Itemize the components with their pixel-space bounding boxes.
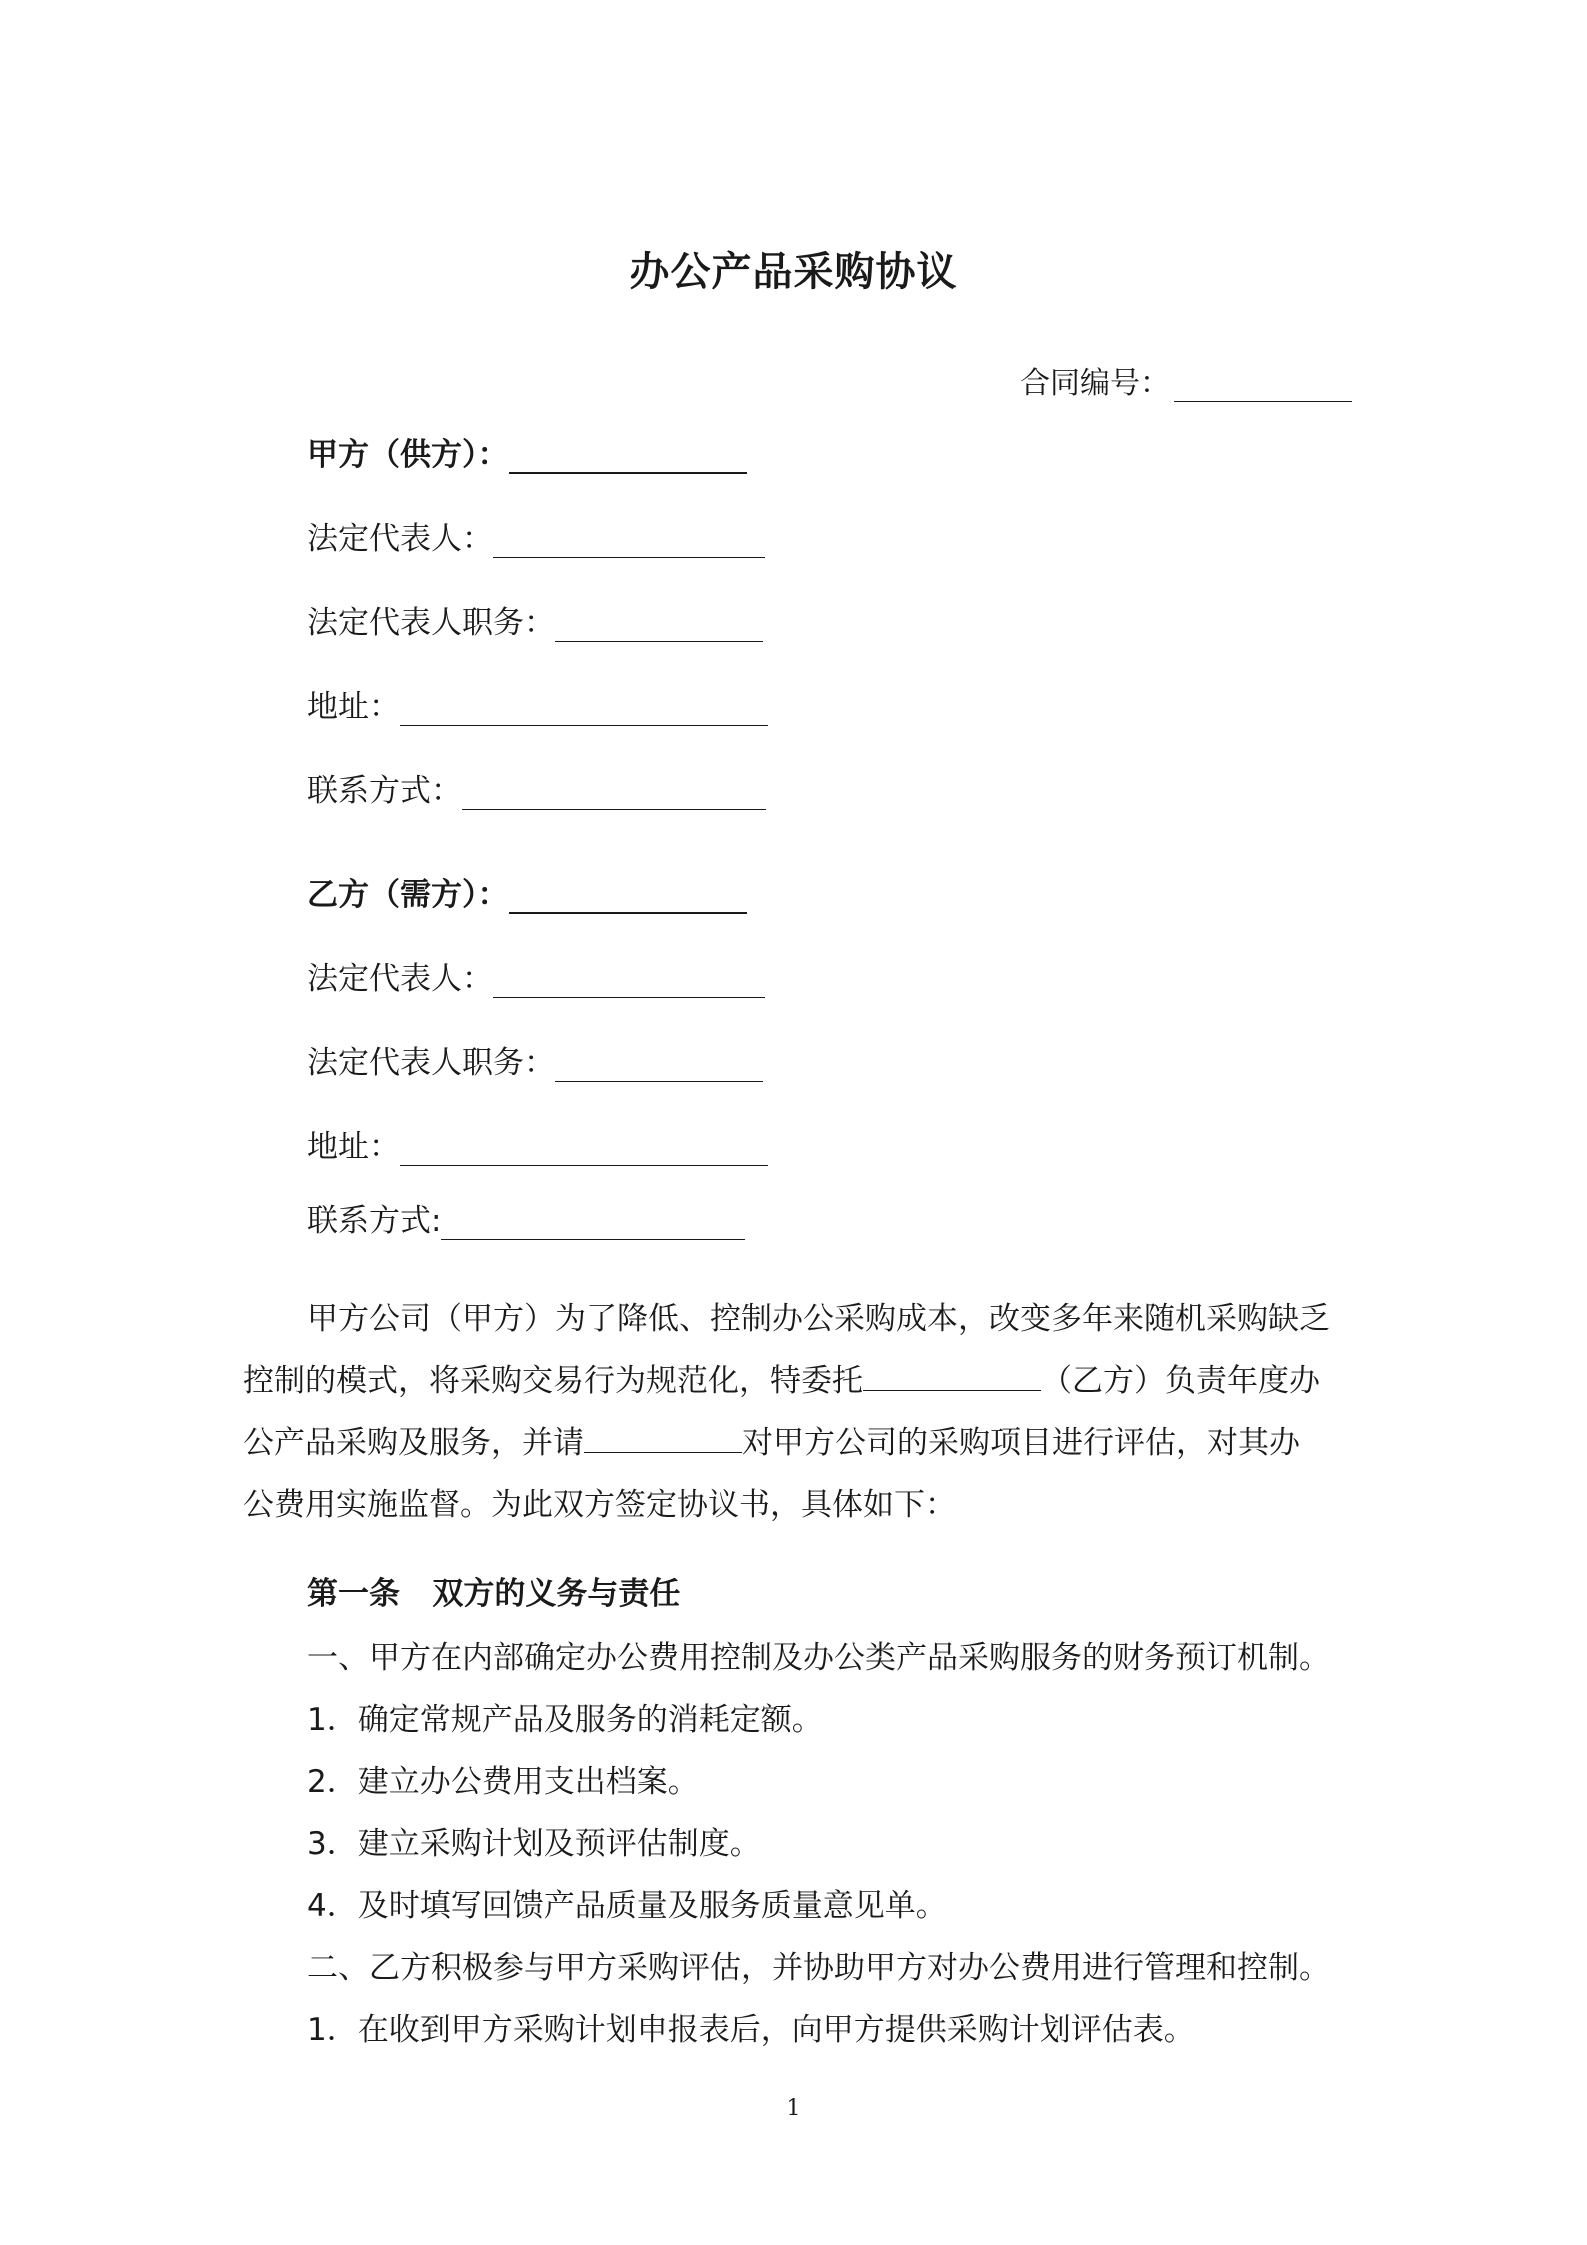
party-b-address-label: 地址：: [307, 1129, 400, 1165]
intro-line-3b: 对甲方公司的采购项目进行评估，对其办: [742, 1425, 1300, 1461]
intro-line-4: 公费用实施监督。为此双方签定协议书，具体如下：: [243, 1487, 956, 1523]
party-a-contact-label: 联系方式：: [307, 773, 462, 809]
contract-number-label: 合同编号：: [1020, 366, 1170, 401]
intro-line-3a: 公产品采购及服务，并请: [243, 1425, 584, 1461]
article-1-item: 3．建立采购计划及预评估制度。: [307, 1826, 761, 1862]
party-a-rep-title-blank[interactable]: [555, 607, 763, 642]
party-a-rep-label: 法定代表人：: [307, 521, 493, 557]
article-1-item: 一、甲方在内部确定办公费用控制及办公类产品采购服务的财务预订机制。: [307, 1640, 1330, 1676]
contract-number: [1020, 358, 1352, 402]
party-a-contact-blank[interactable]: [462, 775, 766, 810]
article-1-item: 1．在收到甲方采购计划申报表后，向甲方提供采购计划评估表。: [307, 2012, 1195, 2048]
party-b-rep-blank[interactable]: [493, 963, 765, 998]
party-b-rep-title-field: [307, 1038, 763, 1082]
party-b-address-blank[interactable]: [400, 1131, 768, 1166]
party-b-name-field: [307, 870, 747, 914]
intro-line-2: [243, 1350, 1351, 1412]
party-a-address-label: 地址：: [307, 689, 400, 725]
evaluator-blank[interactable]: [584, 1422, 742, 1453]
party-b-contact-field: [307, 1196, 745, 1240]
intro-line-1: 甲方公司（甲方）为了降低、控制办公采购成本，改变多年来随机采购缺乏: [307, 1301, 1330, 1337]
article-1-item: 1．确定常规产品及服务的消耗定额。: [307, 1702, 823, 1738]
party-b-name-label: 乙方（需方）：: [307, 877, 509, 913]
party-b-rep-title-blank[interactable]: [555, 1047, 763, 1082]
article-1-heading: 第一条 双方的义务与责任: [307, 1576, 681, 1612]
party-b-name-blank[interactable]: [509, 878, 747, 914]
party-a-rep-title-field: [307, 598, 763, 642]
party-b-rep-field: [307, 954, 765, 998]
contract-number-blank[interactable]: [1174, 371, 1352, 402]
article-1-item: 4．及时填写回馈产品质量及服务质量意见单。: [307, 1888, 947, 1924]
intro-line-2a: 控制的模式，将采购交易行为规范化，特委托: [243, 1363, 863, 1399]
party-a-rep-field: [307, 514, 765, 558]
article-1-item: 2．建立办公费用支出档案。: [307, 1764, 699, 1800]
party-b-rep-label: 法定代表人：: [307, 961, 493, 997]
intro-paragraph: [243, 1288, 1351, 1536]
party-b-rep-title-label: 法定代表人职务：: [307, 1045, 555, 1081]
party-a-rep-blank[interactable]: [493, 523, 765, 558]
party-a-contact-field: [307, 766, 766, 810]
party-a-name-field: [307, 430, 747, 474]
party-b-contact-label: 联系方式:: [307, 1203, 442, 1239]
party-b-address-field: [307, 1122, 768, 1166]
party-a-rep-title-label: 法定代表人职务：: [307, 605, 555, 641]
intro-line-3: [243, 1412, 1351, 1474]
party-a-address-field: [307, 682, 768, 726]
party-a-name-blank[interactable]: [509, 438, 747, 474]
party-b-contact-blank[interactable]: [441, 1205, 745, 1240]
document-title: 办公产品采购协议: [629, 248, 958, 295]
party-a-name-label: 甲方（供方）：: [307, 437, 509, 473]
party-a-address-blank[interactable]: [400, 691, 768, 726]
entrusted-party-blank[interactable]: [863, 1360, 1041, 1391]
article-1-item: 二、乙方积极参与甲方采购评估，并协助甲方对办公费用进行管理和控制。: [307, 1950, 1330, 1986]
page-number: 1: [786, 2096, 801, 2121]
intro-line-2b: （乙方）负责年度办: [1041, 1363, 1320, 1399]
